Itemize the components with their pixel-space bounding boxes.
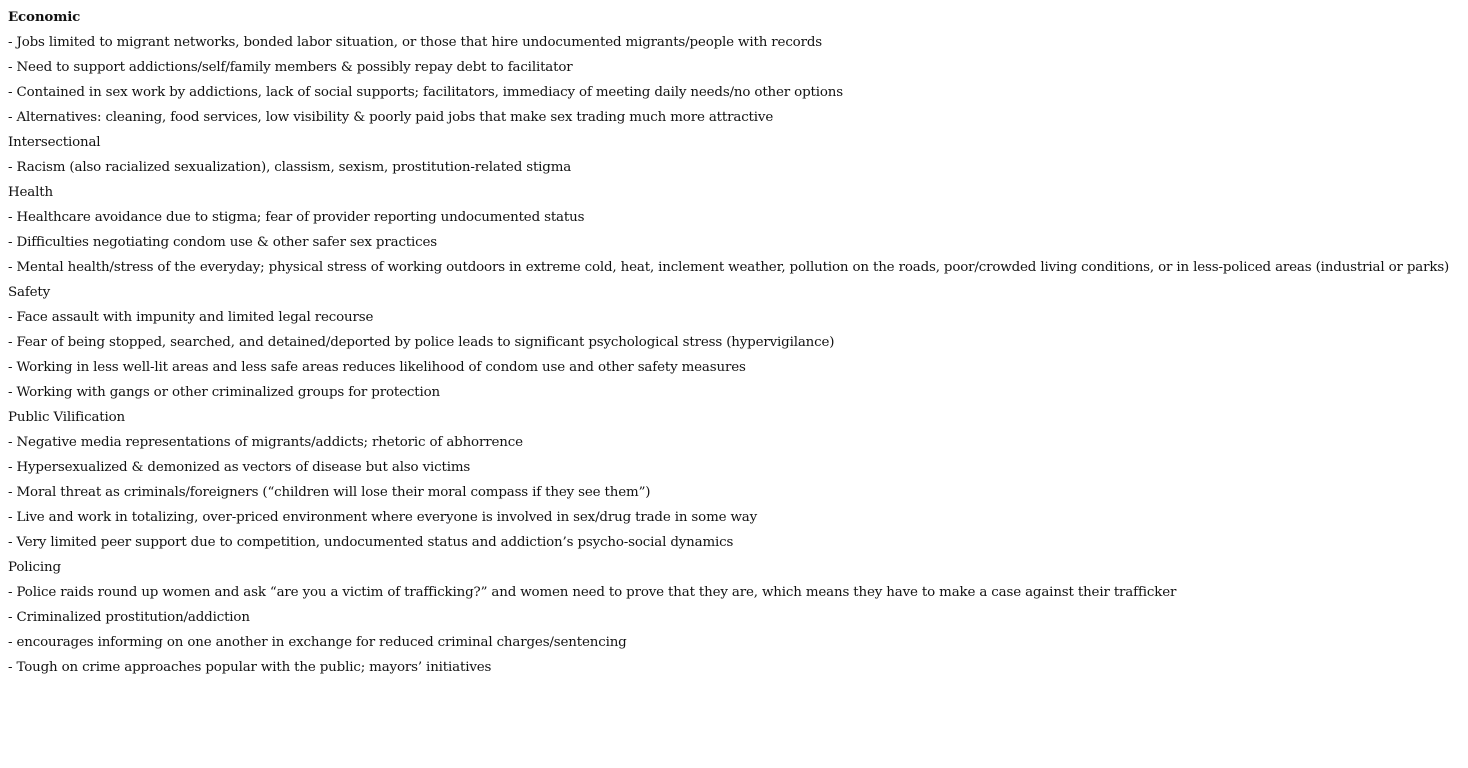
list-item: - Face assault with impunity and limited legal recourse	[8, 310, 374, 325]
section-heading-safety: Safety	[8, 285, 51, 300]
list-item: - Difficulties negotiating condom use & other safer sex practices	[8, 235, 438, 250]
list-item: - Hypersexualized & demonized as vectors of disease but also victims	[8, 460, 471, 475]
section-heading-public-vilification: Public Vilification	[8, 410, 126, 425]
list-item: - Alternatives: cleaning, food services, low visibility & poorly paid jobs that make sex trading much more attractive	[8, 110, 774, 125]
list-item: - Police raids round up women and ask “are you a victim of trafficking?” and women need to prove that they are, which means they have to make a case against their trafficker	[8, 585, 1177, 600]
list-item: - Fear of being stopped, searched, and detained/deported by police leads to significant psychological stress (hypervigilance)	[8, 335, 835, 350]
list-item: - Live and work in totalizing, over-priced environment where everyone is involved in sex/drug trade in some way	[8, 510, 758, 525]
list-item: - Racism (also racialized sexualization), classism, sexism, prostitution-related stigma	[8, 160, 572, 175]
section-heading-policing: Policing	[8, 560, 61, 575]
list-item: - Criminalized prostitution/addiction	[8, 610, 250, 625]
list-item: - Jobs limited to migrant networks, bonded labor situation, or those that hire undocumented migrants/people with records	[8, 35, 822, 50]
list-item: - Mental health/stress of the everyday; physical stress of working outdoors in extreme cold, heat, inclement weather, pollution on the roads, poor/crowded living conditions, or in less-policed areas (industrial or parks)	[8, 260, 1450, 275]
list-item: - encourages informing on one another in exchange for reduced criminal charges/sentencing	[8, 635, 627, 650]
section-heading-intersectional: Intersectional	[8, 135, 101, 150]
list-item: - Tough on crime approaches popular with the public; mayors’ initiatives	[8, 660, 492, 675]
section-heading-economic: Economic	[8, 9, 81, 25]
document-body	[8, 5, 1464, 680]
list-item: - Working with gangs or other criminalized groups for protection	[8, 385, 440, 400]
list-item: - Working in less well-lit areas and less safe areas reduces likelihood of condom use and other safety measures	[8, 360, 746, 375]
list-item: - Moral threat as criminals/foreigners (“children will lose their moral compass if they see them”)	[8, 485, 651, 500]
list-item: - Healthcare avoidance due to stigma; fear of provider reporting undocumented status	[8, 210, 585, 225]
list-item: - Negative media representations of migrants/addicts; rhetoric of abhorrence	[8, 435, 523, 450]
list-item: - Contained in sex work by addictions, lack of social supports; facilitators, immediacy of meeting daily needs/no other options	[8, 85, 843, 100]
list-item: - Need to support addictions/self/family members & possibly repay debt to facilitator	[8, 60, 573, 75]
list-item: - Very limited peer support due to competition, undocumented status and addiction’s psycho-social dynamics	[8, 535, 734, 550]
section-heading-health: Health	[8, 185, 53, 200]
